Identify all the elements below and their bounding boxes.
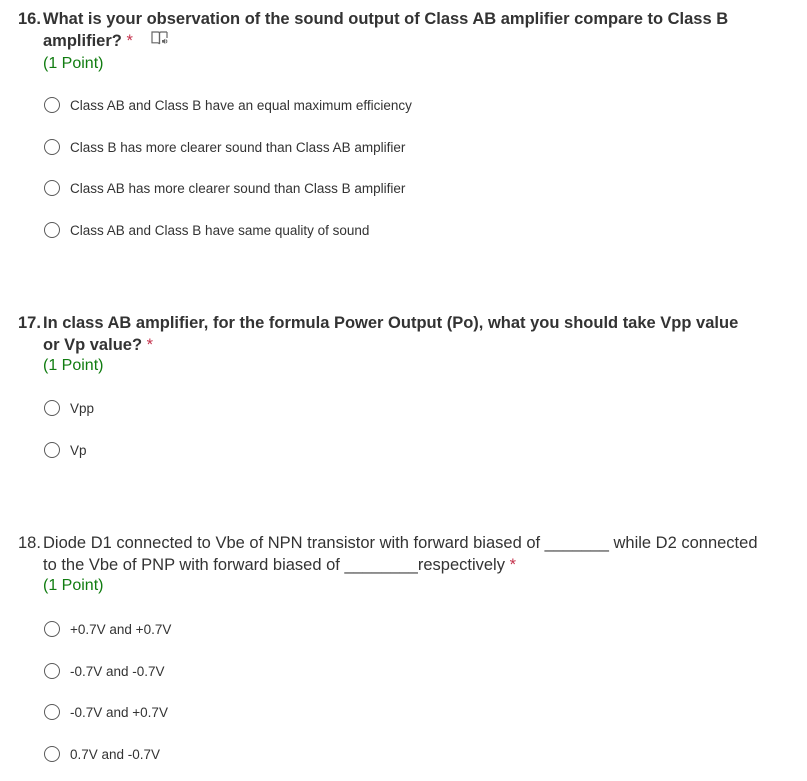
question-title-line2: or Vp value?	[43, 336, 143, 354]
option-q17-1[interactable]	[44, 397, 94, 419]
option-label: Vp	[70, 442, 87, 458]
option-q16-3[interactable]	[44, 177, 405, 199]
question-title-line1: What is your observation of the sound output of Class AB amplifier compare to Class B	[43, 10, 729, 28]
option-q16-1[interactable]	[44, 94, 412, 116]
radio-button[interactable]	[44, 180, 60, 196]
radio-button[interactable]	[44, 442, 60, 458]
question-17-header	[18, 312, 798, 356]
radio-button[interactable]	[44, 139, 60, 155]
question-number: 18.	[18, 534, 41, 552]
option-label: -0.7V and -0.7V	[70, 663, 165, 679]
radio-button[interactable]	[44, 621, 60, 637]
radio-button[interactable]	[44, 704, 60, 720]
question-title-line1: In class AB amplifier, for the formula Power Output (Po), what you should take Vpp value	[43, 314, 739, 332]
required-marker: *	[126, 32, 133, 50]
question-16-header	[18, 8, 798, 52]
option-q18-2[interactable]	[44, 660, 165, 682]
question-18-header	[18, 532, 803, 576]
option-label: Vpp	[70, 400, 95, 416]
immersive-reader-icon[interactable]	[151, 30, 169, 52]
option-q18-4[interactable]	[44, 743, 160, 765]
option-label: Class AB and Class B have same quality of sound	[70, 222, 370, 238]
radio-button[interactable]	[44, 400, 60, 416]
question-number: 16.	[18, 10, 41, 28]
option-label: 0.7V and -0.7V	[70, 746, 161, 762]
points-label: (1 Point)	[43, 357, 104, 374]
option-label: +0.7V and +0.7V	[70, 621, 172, 637]
option-label: -0.7V and +0.7V	[70, 704, 168, 720]
option-label: Class AB and Class B have an equal maximum efficiency	[70, 97, 412, 113]
points-label: (1 Point)	[43, 55, 104, 72]
question-title-line2: to the Vbe of PNP with forward biased of ________respectively	[43, 556, 505, 574]
option-q16-2[interactable]	[44, 136, 405, 158]
option-q16-4[interactable]	[44, 219, 369, 241]
option-q18-1[interactable]	[44, 618, 171, 640]
radio-button[interactable]	[44, 97, 60, 113]
option-q17-2[interactable]	[44, 439, 87, 461]
question-number: 17.	[18, 314, 41, 332]
radio-button[interactable]	[44, 222, 60, 238]
radio-button[interactable]	[44, 746, 60, 762]
points-label: (1 Point)	[43, 577, 104, 594]
required-marker: *	[509, 556, 516, 574]
required-marker: *	[146, 336, 154, 354]
option-q18-3[interactable]	[44, 701, 168, 723]
question-title-line1: Diode D1 connected to Vbe of NPN transistor with forward biased of _______ while D2 connected	[43, 534, 758, 552]
question-title-line2: amplifier?	[43, 32, 122, 50]
option-label: Class AB has more clearer sound than Class B amplifier	[70, 180, 406, 196]
radio-button[interactable]	[44, 663, 60, 679]
option-label: Class B has more clearer sound than Class AB amplifier	[70, 139, 406, 155]
